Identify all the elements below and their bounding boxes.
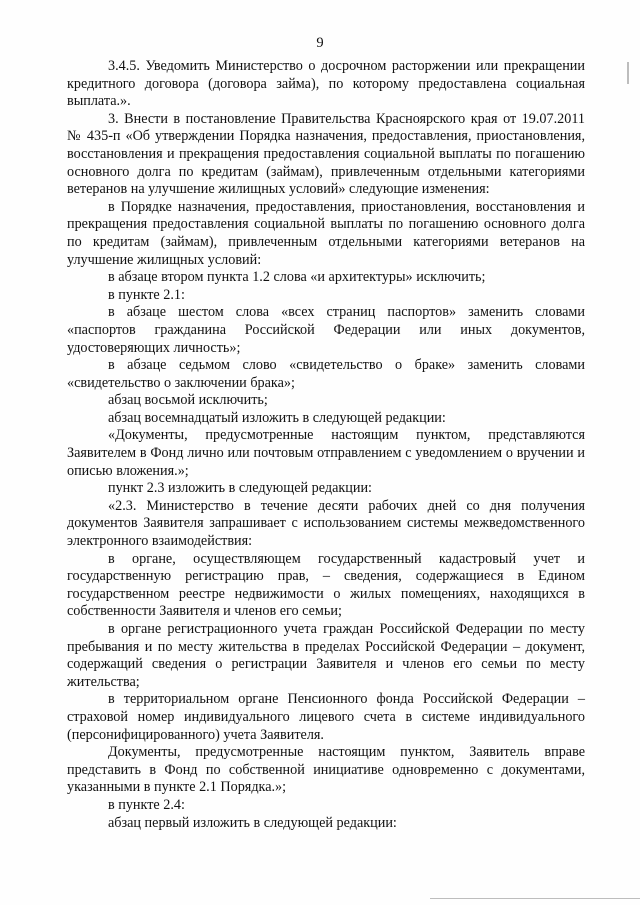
paragraph-1-2-change: в абзаце втором пункта 1.2 слова «и архитектуры» исключить; [108, 269, 486, 286]
paragraph-seventh-change: в абзаце седьмом слово «свидетельство о браке» заменить словами «свидетельство о заключении брака»; [67, 357, 585, 391]
paragraph-first-heading: абзац первый изложить в следующей редакции: [108, 814, 397, 831]
paragraph-registration: в органе регистрационного учета граждан Российской Федерации по месту пребывания и по месту жительства в пределах Российской Федерации – документ, содержащий сведения о регистрации Заявителя и членов его семьи по месту жительства; [67, 621, 585, 690]
paragraph-cadastral: в органе, осуществляющем государственный кадастровый учет и государственную регистрацию прав, – сведения, содержащиеся в Едином государственном реестре недвижимости о жилых помещениях, находящихся в собственности Заявителя и членов его семьи; [67, 550, 585, 620]
scan-edge-mark [627, 62, 629, 84]
paragraph-eighth-delete: абзац восьмой исключить; [108, 392, 268, 409]
paragraph-order-intro: в Порядке назначения, предоставления, приостановления, восстановления и прекращения предоставления социальной выплаты по погашению основного долга по кредитам (займам), привлеченным отдельными категориями ветеранов на улучшение жилищных условий: [67, 198, 585, 268]
paragraph-documents-quote: «Документы, предусмотренные настоящим пунктом, представляются Заявителем в Фонд лично или почтовым отправлением с уведомлением о вручении и описью вложения.»; [67, 427, 585, 479]
paragraph-2-3-text: «2.3. Министерство в течение десяти рабочих дней со дня получения документов Заявителя запрашивает с использованием системы межведомственного электронного взаимодействия: [67, 497, 585, 550]
page-number: 9 [316, 35, 324, 51]
paragraph-2-4-heading: в пункте 2.4: [108, 796, 185, 813]
paragraph-own-initiative: Документы, предусмотренные настоящим пунктом, Заявитель вправе представить в Фонд по собственной инициативе одновременно с документами, указанными в пункте 2.1 Порядка.»; [67, 744, 585, 796]
paragraph-eighteenth-heading: абзац восемнадцатый изложить в следующей редакции: [108, 409, 446, 426]
paragraph-item-3: 3. Внести в постановление Правительства Красноярского края от 19.07.2011 № 435-п «Об утверждении Порядка назначения, предоставления, приостановления, восстановления и прекращения предоставления социальной выплаты по погашению основного долга по кредитам (займам), привлеченным отдельными категориями ветеранов на улучшение жилищных условий» следующие изменения: [67, 110, 585, 198]
paragraph-2-1-heading: в пункте 2.1: [108, 286, 185, 303]
document-body [67, 58, 585, 832]
scan-corner-mark [430, 898, 640, 899]
paragraph-sixth-change: в абзаце шестом слова «всех страниц паспортов» заменить словами «паспортов гражданина Российской Федерации или иных документов, удостоверяющих личность»; [67, 304, 585, 356]
paragraph-3-4-5: 3.4.5. Уведомить Министерство о досрочном расторжении или прекращении кредитного договора (договора займа), по которому предоставлена социальная выплата.». [67, 58, 585, 110]
paragraph-pension-fund: в территориальном органе Пенсионного фонда Российской Федерации – страховой номер индивидуального лицевого счета в системе индивидуального (персонифицированного) учета Заявителя. [67, 691, 585, 743]
paragraph-2-3-heading: пункт 2.3 изложить в следующей редакции: [108, 480, 372, 497]
